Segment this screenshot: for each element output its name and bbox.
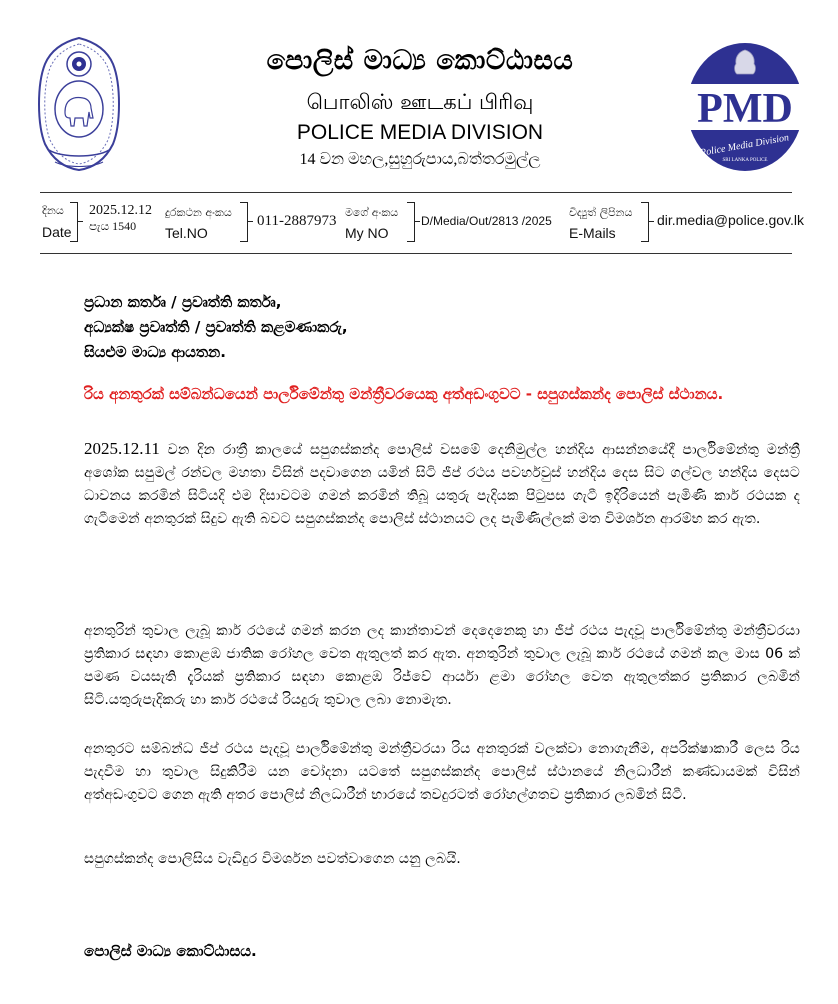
- incident-date: 2025.12.11: [84, 439, 160, 458]
- myno-value: D/Media/Out/2813 /2025: [421, 214, 552, 228]
- addressee-line: ප්‍රධාන කර්තෘ / ප්‍රවෘත්ති කර්තෘ,: [84, 293, 282, 311]
- email-bracket-tick: [649, 221, 654, 222]
- header-title-tamil: பொலிஸ் ஊடகப் பிரிவு: [306, 90, 534, 114]
- tel-bracket: [240, 202, 248, 242]
- body-paragraph-1: [84, 437, 800, 531]
- sri-lanka-police-crest-icon: [33, 34, 125, 174]
- addressee-line: අධ්‍යක්ෂ ප්‍රවෘත්ති / ප්‍රවෘත්ති කළමණාකරු,: [84, 318, 348, 336]
- email-label-english: E-Mails: [569, 225, 616, 241]
- pmd-monogram: PMD: [697, 86, 793, 132]
- body-paragraph-2: අනතුරින් තුවාල ලැබූ කාර් රථයේ ගමන් කරන ලද කාන්තාවන් දෙදෙනෙකු හා ජීප් රථය පැදවූ පාර්ලිමේන්තු මන්ත්‍රීවරයා ප්‍රතිකාර සඳහා කොළඹ ජාතික රෝහල වෙත ඇතුලත් කර ඇත. අනතුරින් තුවාල ලැබූ කාර් රථයේ ගමන් කල මාස 06 ක් පමණ වයසැති දැරියක් ප්‍රතිකාර සඳහා කොළඹ රිජ්වේ ආර්යා ළමා රෝහල වෙත ඇතුලත්කර ප්‍රතිකාර ලබමින් සිටි.යතුරුපැදිකරු හා කාර් රථයේ රියදුරු තුවාල ලබා නොමැත.: [84, 623, 800, 708]
- divider-top: [40, 192, 792, 193]
- tel-value: 011-2887973: [257, 213, 337, 229]
- tel-label-english: Tel.NO: [165, 225, 208, 241]
- date-label-sinhala: දිනය: [42, 204, 64, 217]
- header-title-sinhala: පොලිස් මාධ්‍ය කොට්ඨාසය: [266, 45, 574, 76]
- header-title-english: POLICE MEDIA DIVISION: [296, 121, 544, 144]
- email-bracket: [641, 202, 649, 242]
- body-paragraph-4: සපුගස්කන්ද පොලිසිය වැඩිදුර විමර්ශන පවත්වාගෙන යනු ලබයි.: [84, 851, 461, 867]
- paragraph-text: වන දින රාත්‍රී කාලයේ සපුගස්කන්ද පොලිස් වසමේ දෙනිමුල්ල හන්දිය ආසන්නයේදී පාර්ලිමේන්තු මන්ත්‍රී අශෝක සපුමල් රන්වල මහතා විසින් පදවාගෙන යමින් සිටි ජීප් රථය පවර්හවුස් හන්දිය දෙස සිට ගල්වල හන්දිය දෙසට ධාවනය කරමින් සිටියදි එම දිසාවටම ගමන් කරමින් තිබූ යතුරු පැදියක පිටුපස ගැටී ඉදිරියෙන් පැමිණි කාර් රථයක ද ගැටීමෙන් අනතුරක් සිදුව ඇති බවට සපුගස්කන්ද පොලිස් ස්ථානයට ලද පැමිණිල්ලක් මත විමර්ශන ආරම්භ කර ඇත.: [84, 442, 800, 527]
- date-label-english: Date: [42, 224, 72, 240]
- email-value[interactable]: dir.media@police.gov.lk: [657, 212, 805, 228]
- header-address: 14 වන මහල,සුහුරුපාය,බත්තරමුල්ල: [299, 151, 541, 168]
- body-paragraph-3: අනතුරට සම්බන්ධ ජීප් රථය පැදවූ පාර්ලිමේන්තු මන්ත්‍රීවරයා රිය අනතුරක් වලක්වා නොගැනීම, අපරික්ෂාකාරී ලෙස රිය පැදවීම හා තුවාල සිදුකිරීම යන චෝදනා යටතේ සපුගස්කන්ද පොලිස් ස්ථානයේ නිලධාරීන් කණ්ඩායමක් විසින් අත්අඩංගුවට ගෙන ඇති අතර පොලිස් නිලධාරීන් භාරයේ තවදුරටත් රෝහල්ගතව ප්‍රතිකාර ලබමින් සිටී.: [84, 741, 800, 803]
- press-release-heading: රිය අනතුරක් සම්බන්ධයෙන් පාර්ලිමේන්තු මන්ත්‍රීවරයෙකු අත්අඩංගුවට - සපුගස්කන්ද පොලිස් ස්ථානය.: [84, 385, 724, 403]
- date-value: 2025.12.12: [89, 203, 152, 218]
- tel-bracket-tick: [248, 221, 253, 222]
- pmd-caption: Police Media Division: [699, 132, 790, 159]
- addressee-block: [84, 290, 348, 365]
- myno-bracket: [407, 202, 415, 242]
- divider-bottom: [40, 253, 792, 254]
- date-bracket-tick: [78, 221, 83, 222]
- addressee-line: සියළුම මාධ්‍ය ආයතන.: [84, 343, 226, 361]
- myno-label-english: My NO: [345, 225, 389, 241]
- tel-label-sinhala: දුරකථන අංකය: [165, 206, 232, 219]
- closing-signature: පොලිස් මාධ්‍ය කොට්ඨාසය.: [84, 942, 257, 960]
- myno-bracket-tick: [415, 221, 420, 222]
- email-label-sinhala: විද්‍යුත් ලිපිනය: [569, 206, 633, 219]
- pmd-subcaption: SRI LANKA POLICE: [722, 158, 768, 163]
- pmd-badge-icon: [680, 40, 810, 175]
- myno-label-sinhala: මගේ අංකය: [345, 206, 399, 219]
- time-value: පැය 1540: [89, 219, 137, 233]
- date-bracket: [70, 202, 78, 242]
